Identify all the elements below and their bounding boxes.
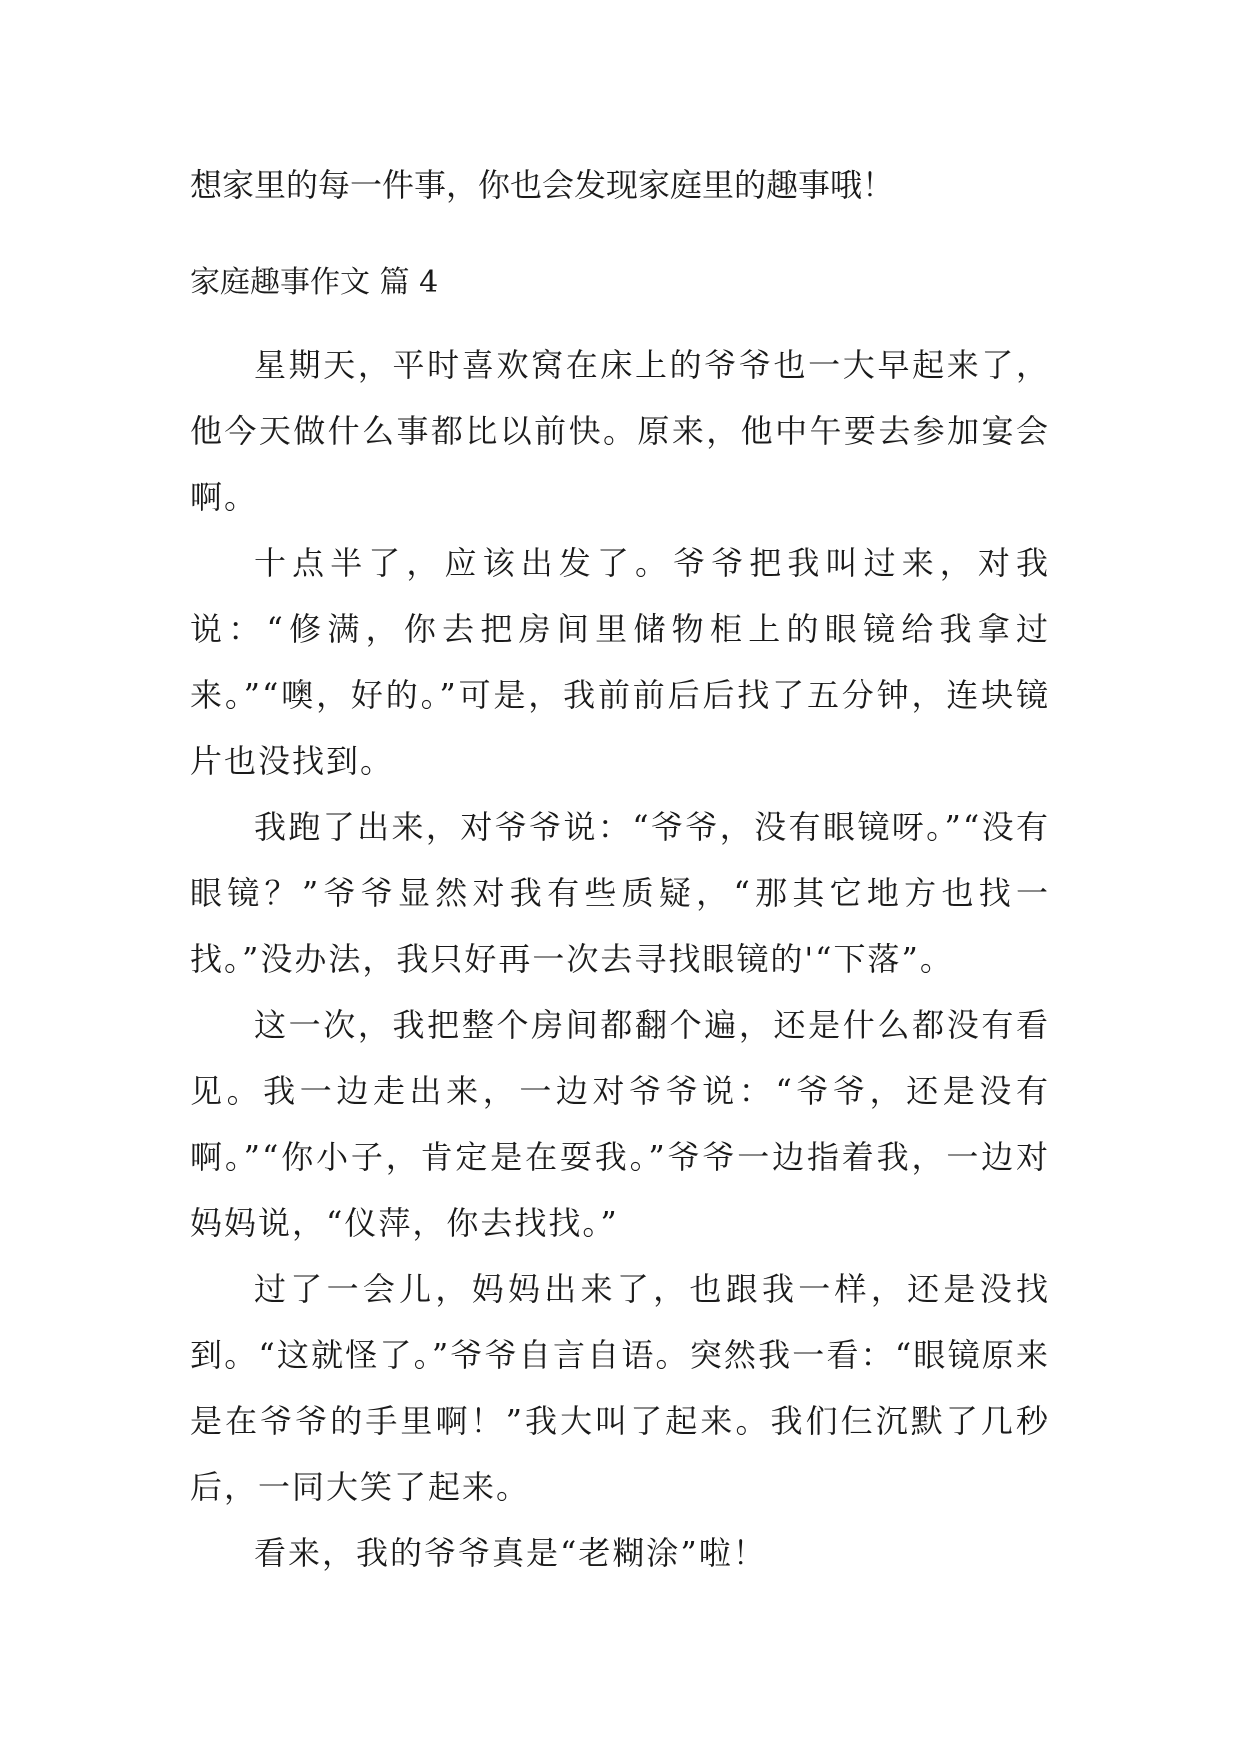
paragraph: 看来，我的爷爷真是“老糊涂”啦！ <box>254 1534 767 1572</box>
paragraph: 过了一会儿，妈妈出来了，也跟我一样，还是没找到。“这就怪了。”爷爷自言自语。突然我一看：“眼镜原来是在爷爷的手里啊！”我大叫了起来。我们仨沉默了几秒后，一同大笑了起来。 <box>190 1270 1050 1506</box>
article-body <box>190 332 1050 1586</box>
section-title: 家庭趣事作文 篇 4 <box>190 265 439 300</box>
paragraph: 星期天，平时喜欢窝在床上的爷爷也一大早起来了，他今天做什么事都比以前快。原来，他中午要去参加宴会啊。 <box>190 346 1050 516</box>
paragraph: 我跑了出来，对爷爷说：“爷爷，没有眼镜呀。”“没有眼镜？”爷爷显然对我有些质疑，“那其它地方也找一找。”没办法，我只好再一次去寻找眼镜的'“下落”。 <box>190 808 1050 978</box>
paragraph: 十点半了，应该出发了。爷爷把我叫过来，对我说：“修满，你去把房间里储物柜上的眼镜给我拿过来。”“噢，好的。”可是，我前前后后找了五分钟，连块镜片也没找到。 <box>190 544 1050 780</box>
continuation-line: 想家里的每一件事，你也会发现家庭里的趣事哦！ <box>190 166 895 204</box>
paragraph: 这一次，我把整个房间都翻个遍，还是什么都没有看见。我一边走出来，一边对爷爷说：“爷爷，还是没有啊。”“你小子，肯定是在耍我。”爷爷一边指着我，一边对妈妈说，“仪萍，你去找找。” <box>190 1006 1050 1242</box>
